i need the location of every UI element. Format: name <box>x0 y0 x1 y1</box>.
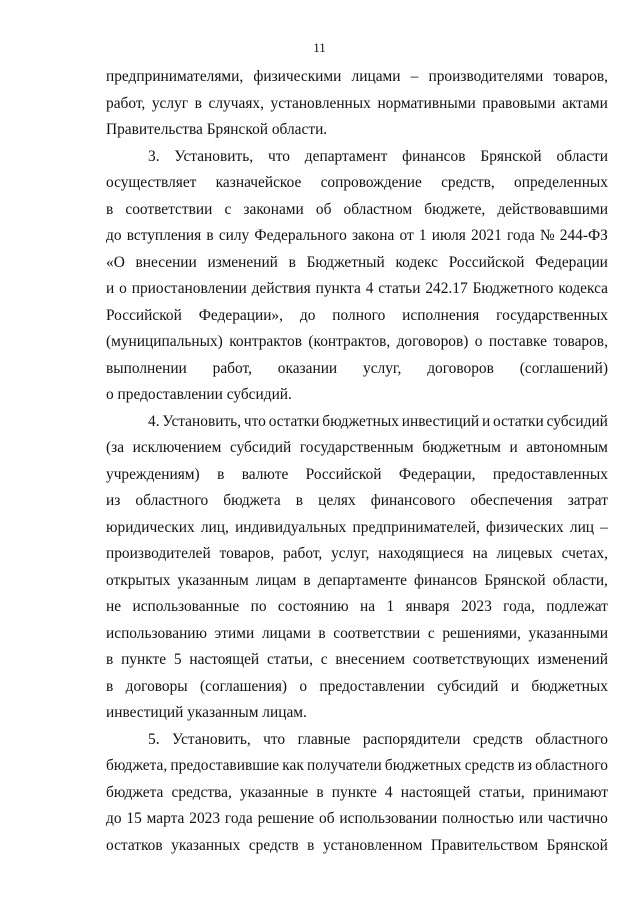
word: договоров <box>427 359 494 377</box>
word: Брянской <box>546 836 608 854</box>
word: и <box>106 280 115 297</box>
word: силу <box>218 227 250 244</box>
text-line <box>106 568 608 595</box>
text-line <box>106 515 608 542</box>
word: работ, <box>106 94 146 112</box>
word: (муниципальных) <box>106 333 223 350</box>
text-line <box>106 329 608 356</box>
word: средства, <box>171 783 232 801</box>
word: марта <box>146 810 185 827</box>
word: что <box>263 730 286 748</box>
word: бюджете, <box>424 200 486 218</box>
word: 4. <box>148 412 160 430</box>
word: использованные <box>132 598 240 615</box>
word: действовавшими <box>497 200 608 218</box>
word: – <box>600 518 608 536</box>
word: учреждениям) <box>106 465 200 483</box>
word: изменений <box>207 253 278 271</box>
word: открытых <box>106 571 171 589</box>
word: области, <box>552 571 608 589</box>
word: Российской <box>106 306 182 324</box>
word: областного <box>135 492 209 509</box>
word: в <box>316 783 324 801</box>
word: бюджета <box>223 492 281 509</box>
word: соответствии <box>125 200 213 218</box>
word: указанные <box>239 783 309 801</box>
word: определенных <box>514 174 608 191</box>
word: случаях, <box>208 94 264 112</box>
word: статьи, <box>266 651 313 668</box>
word: настоящей <box>189 651 260 668</box>
document-body <box>106 64 608 859</box>
word: услуг <box>151 94 189 112</box>
word: не <box>106 598 122 615</box>
word: договоров) <box>396 333 469 350</box>
word: инвестиций <box>401 412 480 430</box>
word: распорядители <box>362 730 461 748</box>
word: Российской <box>448 253 525 271</box>
text-line <box>106 356 608 383</box>
word: (соглашения) <box>199 677 288 695</box>
word: состоянию <box>277 598 349 615</box>
word: настоящей <box>400 783 471 801</box>
word: частично <box>547 810 608 827</box>
word: товаров, <box>553 333 608 350</box>
word: выполнении <box>106 359 187 377</box>
word: средств <box>464 757 515 774</box>
word: 3. <box>148 147 160 165</box>
word: поставке <box>488 333 547 350</box>
word: до <box>106 227 122 244</box>
word: кодекс <box>395 253 438 271</box>
word: или <box>518 810 543 827</box>
text-line: инвестиций указанным лицам. <box>106 704 307 721</box>
word: услуг, <box>363 359 402 377</box>
word: затрат <box>567 492 608 509</box>
word: пункта <box>315 280 361 297</box>
word: пункте <box>121 651 167 668</box>
word: года <box>224 810 253 827</box>
word: в <box>318 624 326 642</box>
word: Федерального <box>254 227 347 244</box>
word: индивидуальных <box>235 518 347 536</box>
word: Федерации <box>535 253 608 271</box>
word: вступления <box>126 227 202 244</box>
word: (за <box>106 439 125 456</box>
word: производителей <box>106 545 211 562</box>
word: предпринимателей, <box>352 518 480 536</box>
word: в <box>106 200 114 218</box>
word: субсидий <box>546 412 608 430</box>
word: работ, <box>282 545 323 562</box>
word: об <box>315 200 332 218</box>
word: департамент <box>304 147 388 165</box>
text-line <box>106 488 608 515</box>
word: Федерации», <box>198 306 283 324</box>
word: приостановлении <box>131 280 247 297</box>
word: средств <box>472 730 523 748</box>
word: внесением <box>335 651 405 668</box>
word: области <box>556 147 608 165</box>
page-number: 11 <box>313 40 326 55</box>
word: лицевых <box>496 545 553 562</box>
word: счетах, <box>561 545 608 562</box>
word: в <box>295 492 304 509</box>
word: в <box>303 571 311 589</box>
word: нормативными <box>377 94 476 112</box>
word: 2023 <box>460 598 492 615</box>
word: субсидий <box>437 677 499 695</box>
word: финансов <box>414 571 478 589</box>
word: полного <box>332 306 386 324</box>
text-line <box>106 594 608 621</box>
word: осуществляет <box>106 174 197 191</box>
word: лицами <box>351 68 401 85</box>
word: принимают <box>532 783 608 801</box>
word: лиц, <box>200 518 229 536</box>
word: предоставившие <box>170 757 280 774</box>
text-line <box>106 780 608 807</box>
word: статьи, <box>478 783 525 801</box>
word: бюджетных <box>322 412 399 430</box>
word: о <box>119 280 127 297</box>
text-line <box>106 91 608 118</box>
word: главные <box>297 730 351 748</box>
word: предпринимателями, <box>106 68 244 85</box>
word: указанных <box>171 836 241 854</box>
word: января <box>405 598 450 615</box>
word: финансового <box>370 492 456 509</box>
word: установленных <box>270 94 371 112</box>
word: Бюджетного <box>472 280 554 297</box>
text-line <box>106 409 608 436</box>
word: решениями, <box>442 624 521 642</box>
word: кодекса <box>558 280 608 297</box>
word: бюджетных <box>531 677 608 695</box>
word: юридических <box>106 518 195 536</box>
word: услуг, <box>331 545 370 562</box>
word: использовании <box>339 810 438 827</box>
word: и <box>481 412 491 430</box>
word: находящиеся <box>378 545 464 562</box>
word: в <box>307 836 315 854</box>
word: пункте <box>331 783 377 801</box>
text-line <box>106 276 608 303</box>
word: на <box>472 545 488 562</box>
word: лиц <box>569 518 595 536</box>
word: 4 <box>384 783 393 801</box>
word: по <box>250 598 267 615</box>
word: соответствии <box>333 624 421 642</box>
word: договоры <box>125 677 188 695</box>
word: Правительством <box>430 836 539 854</box>
word: действия <box>251 280 311 297</box>
word: остатки <box>268 412 320 430</box>
word: в <box>206 227 214 244</box>
text-line <box>106 223 608 250</box>
word: субсидий <box>229 439 292 456</box>
word: внесении <box>135 253 197 271</box>
word: сопровождение <box>320 174 422 191</box>
text-line <box>106 64 608 91</box>
word: 1 <box>418 227 427 244</box>
word: июля <box>431 227 466 244</box>
word: законами <box>243 200 304 218</box>
word: «О <box>106 253 125 271</box>
word: товаров, <box>219 545 275 562</box>
word: 5 <box>173 651 182 668</box>
word: Установить, <box>172 730 251 748</box>
word: областном <box>343 200 413 218</box>
word: года <box>506 227 535 244</box>
word: решение <box>257 810 315 827</box>
word: товаров, <box>553 68 608 85</box>
word: № <box>539 227 555 244</box>
word: остатков <box>106 836 163 854</box>
word: актами <box>562 94 608 112</box>
text-line <box>106 806 608 833</box>
word: финансов <box>402 147 466 165</box>
word: полностью <box>442 810 514 827</box>
word: о <box>474 333 483 350</box>
word: о <box>299 677 308 695</box>
word: 5. <box>148 730 160 748</box>
word: 242.17 <box>425 280 468 297</box>
word: в <box>106 651 114 668</box>
text-line <box>106 727 608 754</box>
word: лицам <box>255 571 297 589</box>
word: в <box>288 253 296 271</box>
text-line <box>106 541 608 568</box>
text-line <box>106 647 608 674</box>
word: в <box>194 94 202 112</box>
word: физическими <box>253 68 342 85</box>
text-line <box>106 753 608 780</box>
word: правовыми <box>482 94 556 112</box>
word: физических <box>485 518 564 536</box>
word: от <box>399 227 414 244</box>
word: областного <box>535 757 608 774</box>
word: Брянской <box>484 571 546 589</box>
word: установленном <box>322 836 423 854</box>
word: Установить, <box>162 412 242 430</box>
word: получатели <box>307 757 382 774</box>
text-line <box>106 170 608 197</box>
word: лицами <box>261 624 311 642</box>
word: статьи <box>378 280 421 297</box>
word: 244-ФЗ <box>559 227 608 244</box>
word: в <box>217 465 225 483</box>
word: с <box>224 200 232 218</box>
word: как <box>282 757 304 774</box>
word: обеспечения <box>470 492 553 509</box>
word: 2021 <box>471 227 502 244</box>
word: средств, <box>441 174 495 191</box>
word: остатки <box>493 412 544 430</box>
word: 1 <box>386 598 395 615</box>
word: бюджета <box>106 783 164 801</box>
word: 4 <box>365 280 374 297</box>
word: из <box>106 492 121 509</box>
word: производителями <box>428 68 544 85</box>
word: что <box>243 412 266 430</box>
text-line <box>106 435 608 462</box>
word: бюджета, <box>106 757 168 774</box>
word: указанными <box>528 624 608 642</box>
word: 15 <box>126 810 142 827</box>
word: автономным <box>526 439 608 456</box>
word: изменений <box>537 651 608 668</box>
word: – <box>410 68 419 85</box>
word: казначейское <box>215 174 302 191</box>
word: исполнения <box>402 306 480 324</box>
text-line <box>106 303 608 330</box>
word: 2023 <box>189 810 221 827</box>
text-line: Правительства Брянской области. <box>106 121 328 138</box>
word: на <box>360 598 376 615</box>
text-line <box>106 621 608 648</box>
word: исключением <box>132 439 222 456</box>
word: работ, <box>212 359 252 377</box>
word: бюджетных <box>384 757 462 774</box>
word: с <box>427 624 435 642</box>
word: Брянской <box>480 147 542 165</box>
word: в <box>106 677 114 695</box>
word: до <box>106 810 122 827</box>
word: Российской <box>305 465 382 483</box>
word: оказании <box>277 359 338 377</box>
word: государственным <box>299 439 414 456</box>
word: областного <box>535 730 608 748</box>
word: государственных <box>496 306 608 324</box>
text-line: о предоставлении субсидий. <box>106 386 292 403</box>
word: использованию <box>106 624 208 642</box>
text-line <box>106 674 608 701</box>
word: целях <box>318 492 356 509</box>
word: предоставленных <box>492 465 608 483</box>
text-line <box>106 462 608 489</box>
word: соответствующих <box>412 651 530 668</box>
word: бюджетным <box>422 439 501 456</box>
text-line <box>106 250 608 277</box>
text-line <box>106 833 608 860</box>
word: валюте <box>241 465 289 483</box>
word: закона <box>351 227 395 244</box>
word: с <box>320 651 328 668</box>
word: указанным <box>177 571 249 589</box>
word: Установить, <box>174 147 254 165</box>
text-line <box>106 144 608 171</box>
word: что <box>267 147 290 165</box>
word: (контрактов, <box>308 333 391 350</box>
word: предоставлении <box>319 677 425 695</box>
text-line <box>106 197 608 224</box>
word: Федерации, <box>398 465 476 483</box>
word: до <box>299 306 316 324</box>
word: Бюджетный <box>306 253 385 271</box>
word: и <box>510 677 519 695</box>
word: департаменте <box>317 571 408 589</box>
word: об <box>319 810 335 827</box>
word: средств <box>248 836 299 854</box>
word: этими <box>214 624 255 642</box>
word: года, <box>503 598 535 615</box>
word: контрактов <box>229 333 303 350</box>
word: (соглашений) <box>519 359 608 377</box>
word: из <box>517 757 533 774</box>
word: подлежат <box>546 598 608 615</box>
word: и <box>509 439 518 456</box>
